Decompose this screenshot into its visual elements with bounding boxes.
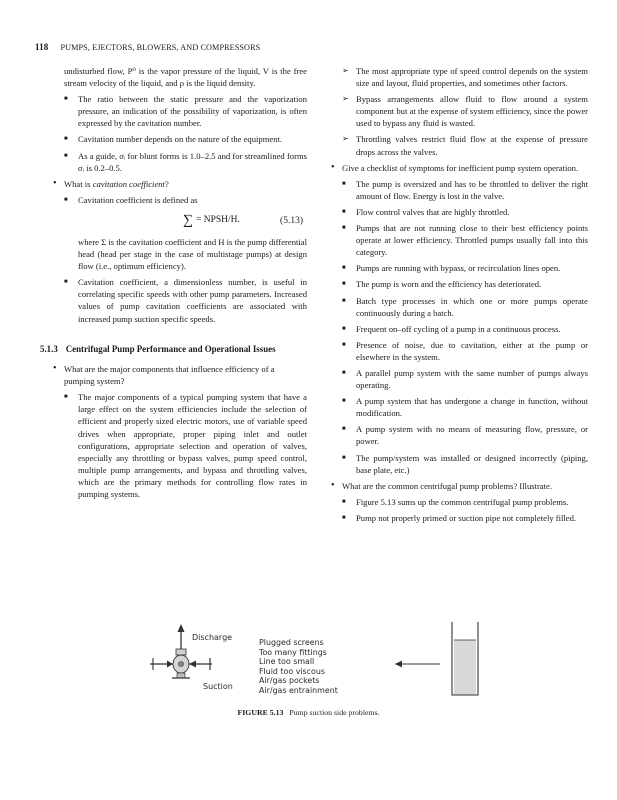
question-common-problems: • What are the common centrifugal pump problems? Illustrate. <box>331 479 552 491</box>
question-term: cavitation coefficient <box>92 178 165 189</box>
square-bullet-icon: ■ <box>64 136 68 143</box>
square-bullet-icon: ■ <box>342 454 346 461</box>
square-bullet-icon: ■ <box>342 281 346 288</box>
list-item <box>330 423 588 447</box>
left-column <box>40 65 307 504</box>
square-bullet-icon: ■ <box>342 498 346 505</box>
square-bullet-icon: ■ <box>342 514 346 521</box>
list-item-text: A pump system with no means of measuring flow, pressure, or power. <box>356 424 588 447</box>
list-item <box>52 194 307 272</box>
suction-tank-icon <box>452 622 478 695</box>
arrowhead-bullet-icon: ➢ <box>342 94 349 104</box>
square-bullet-icon: ■ <box>64 152 68 159</box>
square-bullet-icon: ■ <box>342 180 346 187</box>
round-bullet-icon: • <box>331 161 335 173</box>
problem-item: Air/gas entrainment <box>259 685 338 695</box>
square-bullet-icon: ■ <box>64 394 68 401</box>
square-bullet-icon: ■ <box>342 426 346 433</box>
figure-caption <box>0 708 617 717</box>
list-item <box>52 276 307 324</box>
square-bullet-icon: ■ <box>64 279 68 286</box>
list-item <box>330 367 588 391</box>
list-item <box>52 391 307 500</box>
problem-list <box>259 638 338 696</box>
list-item <box>330 93 588 129</box>
list-item <box>330 262 588 274</box>
list-item-text: The pump/system was installed or designed incorrectly (piping, base plate, etc.) <box>356 452 588 475</box>
list-item-text: A pump system that has undergone a change in function, without modification. <box>356 396 588 419</box>
equation-number: (5.13) <box>280 215 303 226</box>
section-number: 5.1.3 <box>40 343 58 354</box>
list-item <box>52 93 307 129</box>
section-heading <box>40 343 307 356</box>
list-item-text: Pump not properly primed or suction pipe not completely filled. <box>356 512 577 523</box>
list-item <box>330 323 588 335</box>
equation-5-13 <box>78 210 307 232</box>
list-item-text: The ratio between the static pressure and the vaporization pressure, an indication of the possibility of vaporization, is often expressed by the cavitation number. <box>78 94 307 129</box>
list-item <box>330 133 588 157</box>
list-item <box>52 150 307 174</box>
list-item-text: Pumps that are not running close to their best efficiency points operate at lower efficiency. Throttled pumps usually fall into this category. <box>356 223 588 258</box>
list-item <box>330 278 588 290</box>
list-item-text: As a guide, σᵢ for blunt forms is 1.0–2.5 and for streamlined forms σᵢ is 0.2–0.5. <box>78 150 307 173</box>
square-bullet-icon: ■ <box>64 96 68 103</box>
square-bullet-icon: ■ <box>342 265 346 272</box>
list-item <box>330 65 588 89</box>
continuation-paragraph: undisturbed flow, P⁰ is the vapor pressure of the liquid, V is the free stream velocity of the liquid, and ρ is the liquid density. <box>64 66 307 89</box>
list-item-text: Frequent on–off cycling of a pump in a continuous process. <box>356 323 561 334</box>
list-item-text: The major components of a typical pumping system that have a large effect on the system efficiencies include the selection of efficient and properly sized electric motors, use of variable speed drives when appropriate, proper piping inlet and outlet configurations, appropriate selection and operation of valves, especially any throttling or bypass valves, pump speed control, multiple pump arrangements, and bypass and throttling valves, which are the primary methods for controlling flow rates in pumping systems. <box>78 392 307 500</box>
outlet-pipe-icon <box>150 658 173 670</box>
arrowhead-bullet-icon: ➢ <box>342 134 349 144</box>
list-item <box>330 178 588 202</box>
suction-inlet-arrow-icon <box>189 658 212 670</box>
question-major-components: • What are the major components that influence efficiency of a pumping system? <box>53 363 275 387</box>
page-header <box>35 42 585 52</box>
discharge-label: Discharge <box>192 633 233 642</box>
equation-body: = NPSH/H. <box>195 214 240 225</box>
square-bullet-icon: ■ <box>342 325 346 332</box>
problem-item: Fluid too viscous <box>259 666 325 676</box>
round-bullet-icon: • <box>53 363 57 375</box>
list-item <box>330 512 588 524</box>
round-bullet-icon: • <box>331 479 335 491</box>
list-item-text: The pump is oversized and has to be throttled to deliver the right amount of flow. Energy is lost in the valve. <box>356 178 588 201</box>
square-bullet-icon: ■ <box>342 341 346 348</box>
list-item-text: Bypass arrangements allow fluid to flow around a system component but at the expense of system efficiency, since the power used to bypass any fluid is wasted. <box>356 94 588 129</box>
right-column <box>330 65 588 528</box>
square-bullet-icon: ■ <box>342 297 346 304</box>
question-cavitation-coefficient: • What is cavitation coefficient? <box>53 177 169 189</box>
list-item <box>330 295 588 319</box>
list-item-text: Throttling valves restrict fluid flow at the expense of pressure drops across the valves. <box>356 134 588 157</box>
caption-text: Pump suction side problems. <box>289 708 380 717</box>
suction-label: Suction <box>203 682 233 691</box>
square-bullet-icon: ■ <box>342 208 346 215</box>
section-title: Centrifugal Pump Performance and Operational Issues <box>65 343 276 354</box>
list-item-text: Flow control valves that are highly throttled. <box>356 206 510 217</box>
list-item-text: Presence of noise, due to cavitation, either at the pump or elsewhere in the system. <box>356 339 588 362</box>
list-item <box>52 133 307 145</box>
square-bullet-icon: ■ <box>342 369 346 376</box>
problem-item: Line too small <box>259 657 315 667</box>
list-item <box>330 452 588 476</box>
list-item-text: Batch type processes in which one or more pumps operate continuously during a batch. <box>356 295 588 318</box>
running-title: PUMPS, EJECTORS, BLOWERS, AND COMPRESSORS <box>60 43 261 52</box>
page-number: 118 <box>35 42 49 52</box>
list-item-text: Pumps are running with bypass, or recirculation lines open. <box>356 263 561 274</box>
pump-icon <box>172 649 190 678</box>
list-item <box>330 222 588 258</box>
equation-symbol: ∑ <box>183 212 193 228</box>
problem-item: Plugged screens <box>259 638 324 647</box>
list-item <box>330 395 588 419</box>
list-item <box>330 206 588 218</box>
square-bullet-icon: ■ <box>342 225 346 232</box>
list-item-text: The most appropriate type of speed control depends on the system size and layout, fluid properties, and sometimes other factors. <box>356 66 588 89</box>
problem-item: Air/gas pockets <box>259 676 320 686</box>
discharge-arrow-icon <box>178 624 185 650</box>
caption-label: FIGURE 5.13 <box>237 708 284 717</box>
round-bullet-icon: • <box>53 177 57 189</box>
problem-item: Too many fittings <box>259 647 327 657</box>
question-inefficient-checklist: • Give a checklist of symptoms for inefficient pump system operation. <box>331 161 579 173</box>
list-item-text: Cavitation coefficient is defined as <box>78 194 198 205</box>
suction-line-arrow-icon <box>395 661 440 668</box>
list-item-text: Figure 5.13 sums up the common centrifugal pump problems. <box>356 496 569 507</box>
list-item-text: Cavitation coefficient, a dimensionless number, is useful in correlating specific speeds with other pump parameters. Increased values of pump cavitation coefficients are associated with increased pump suction specific speeds. <box>78 277 307 324</box>
list-item-text: A parallel pump system with the same number of pumps always operating. <box>356 367 588 391</box>
square-bullet-icon: ■ <box>342 398 346 405</box>
list-item <box>330 496 588 508</box>
list-item <box>330 339 588 363</box>
list-item-text: Cavitation number depends on the nature of the equipment. <box>78 134 283 145</box>
arrowhead-bullet-icon: ➢ <box>342 66 349 75</box>
square-bullet-icon: ■ <box>64 196 68 203</box>
figure-5-13 <box>150 620 480 698</box>
list-item-text: where Σ is the cavitation coefficient and H is the pump differential head (head per stage in the case of multistage pumps) at design flow (i.e., optimum efficiency). <box>78 236 307 272</box>
list-item-text: The pump is worn and the efficiency has deteriorated. <box>356 279 542 290</box>
